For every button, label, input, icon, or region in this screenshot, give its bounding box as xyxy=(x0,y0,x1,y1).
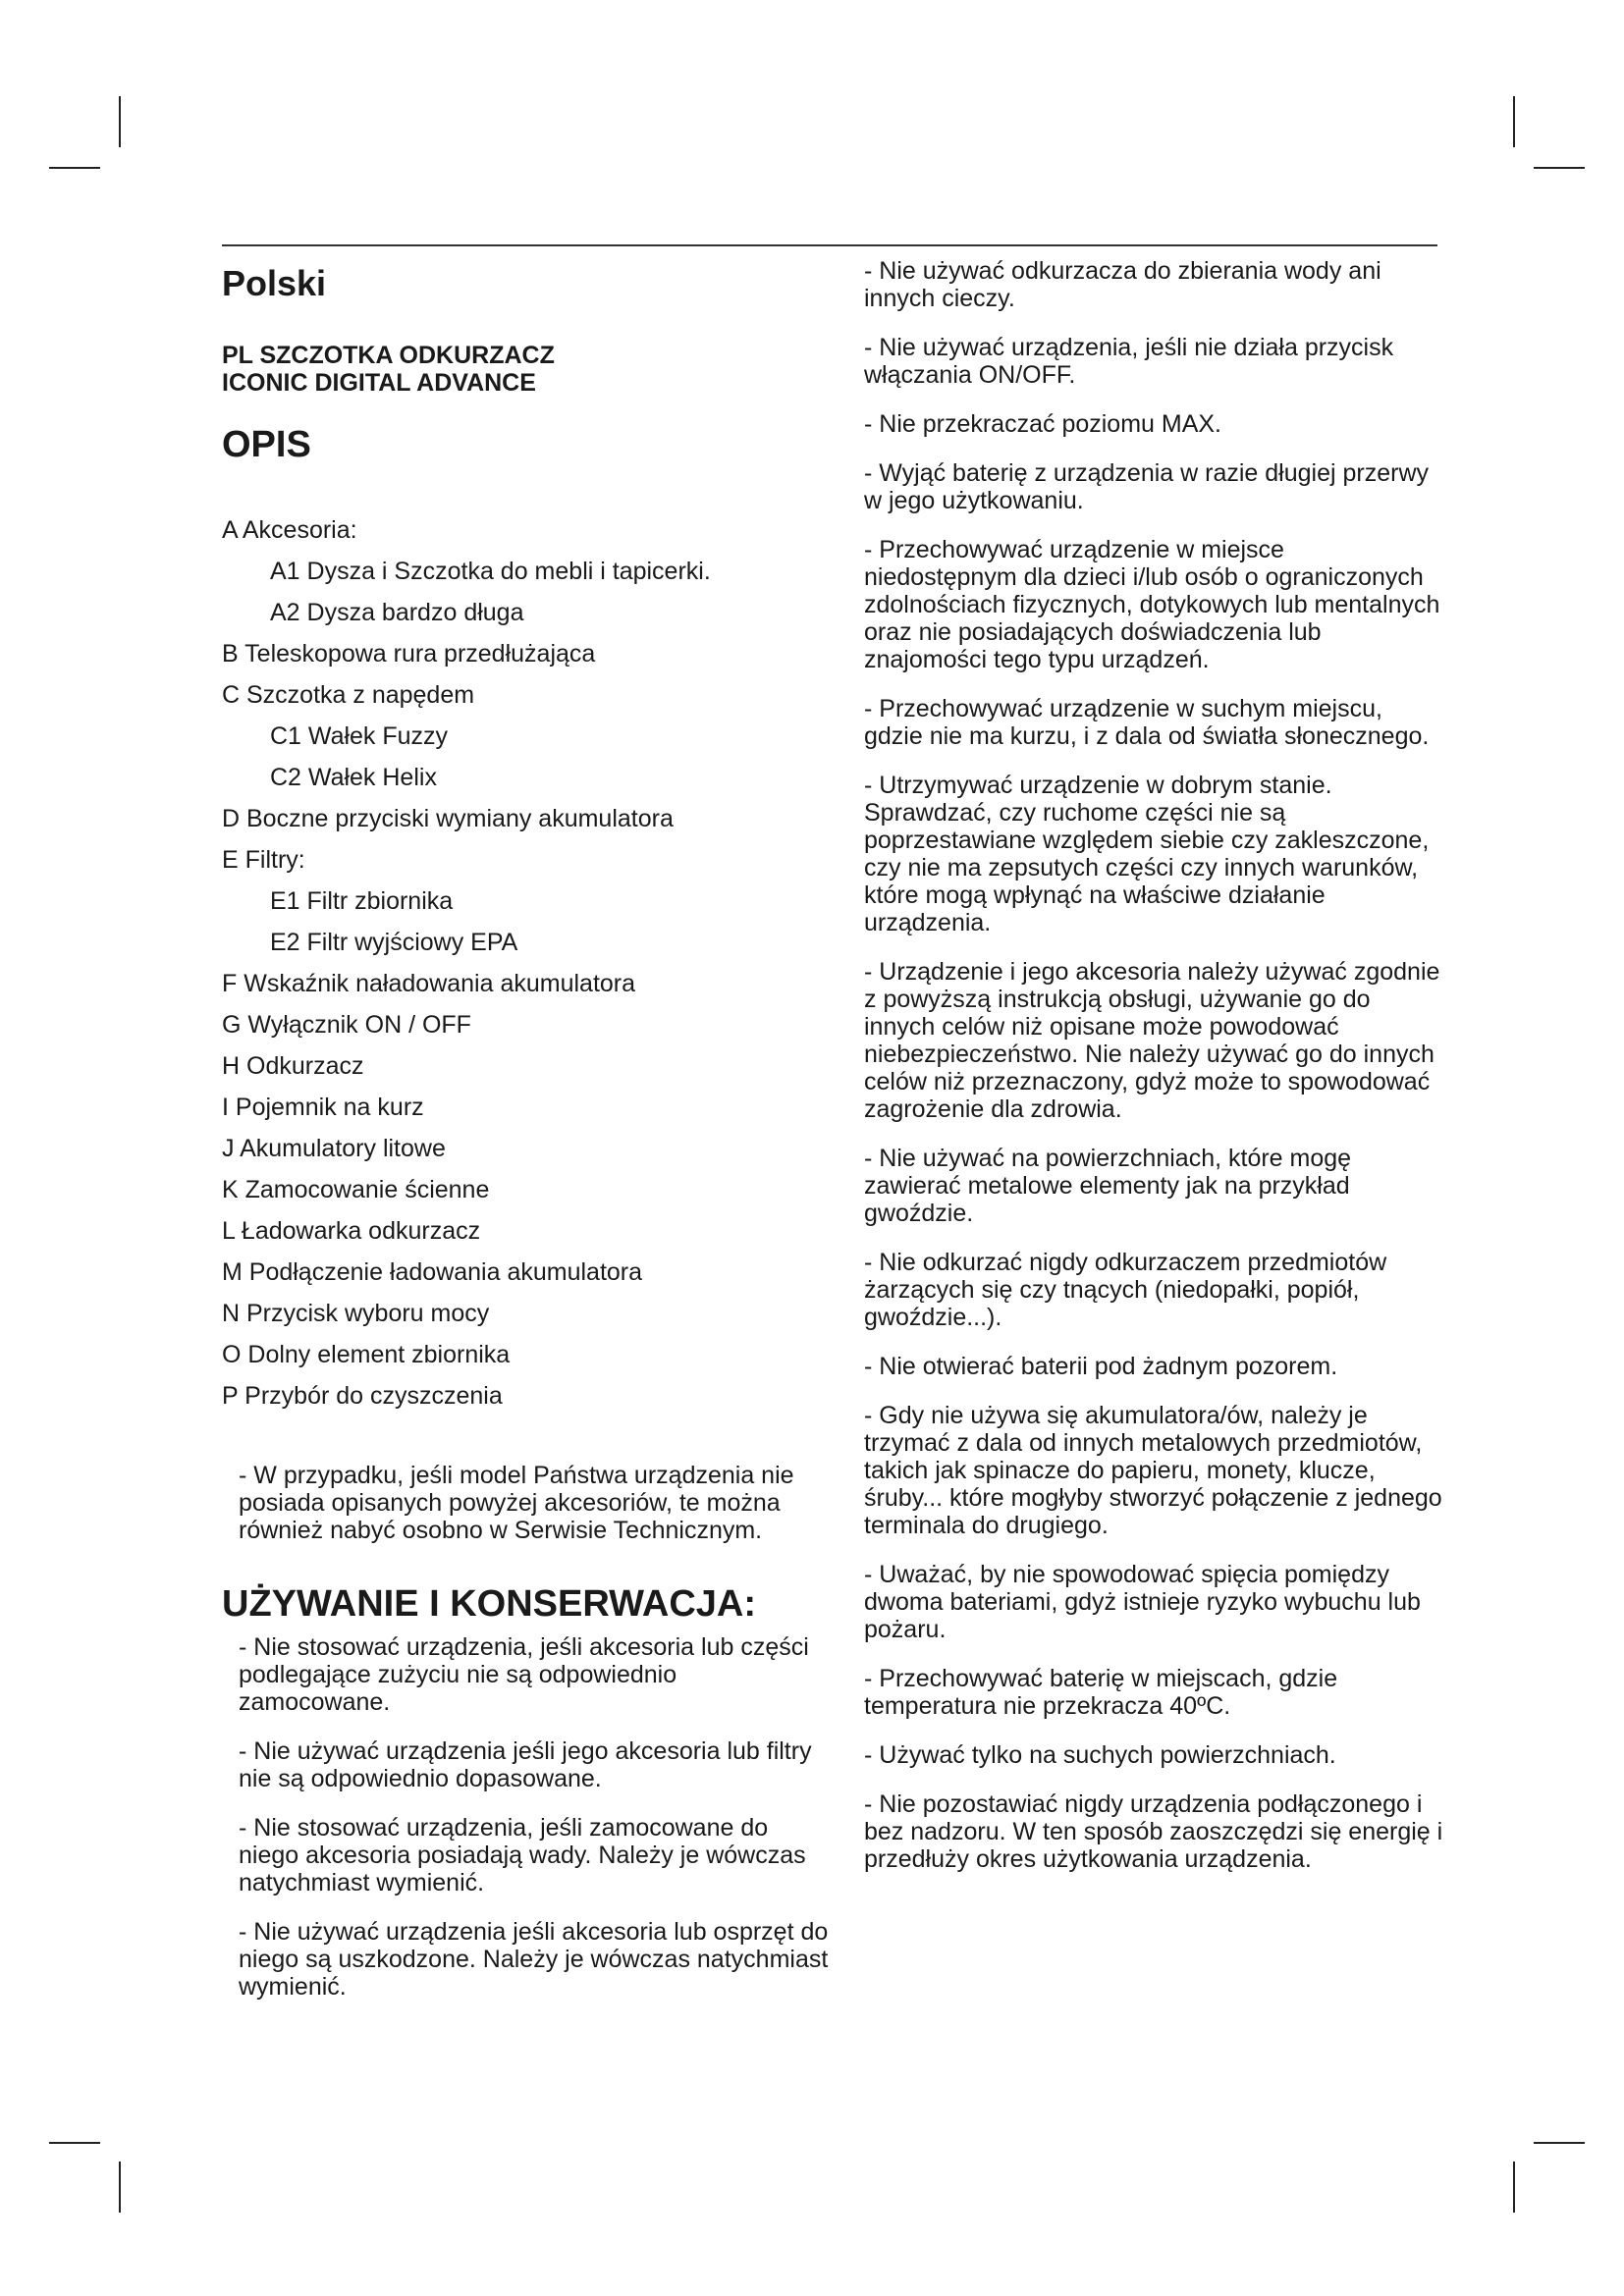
description-heading: OPIS xyxy=(222,424,311,465)
parts-list-item: I Pojemnik na kurz xyxy=(222,1094,424,1121)
product-title xyxy=(222,342,831,397)
parts-list xyxy=(222,509,831,1416)
parts-list-item: P Przybór do czyszczenia xyxy=(222,1382,503,1410)
parts-list-item: A Akcesoria: xyxy=(222,516,357,544)
crop-mark-bottom-left-horizontal xyxy=(49,2142,100,2144)
parts-list-subitem: E2 Filtr wyjściowy EPA xyxy=(270,929,518,956)
parts-list-item: M Podłączenie ładowania akumulatora xyxy=(222,1258,643,1286)
safety-rule: - Używać tylko na suchych powierzchniach. xyxy=(864,1741,1336,1769)
left-column xyxy=(222,257,831,2022)
parts-list-item: N Przycisk wyboru mocy xyxy=(222,1300,490,1327)
usage-paragraphs xyxy=(222,1633,831,2001)
parts-list-item: H Odkurzacz xyxy=(222,1052,364,1080)
usage-paragraph: - Nie stosować urządzenia, jeśli akcesoria lub części podlegające zużyciu nie są odpowiednio zamocowane. xyxy=(239,1633,809,1716)
safety-rule: - Nie przekraczać poziomu MAX. xyxy=(864,410,1222,438)
parts-list-item: D Boczne przyciski wymiany akumulatora xyxy=(222,805,674,832)
crop-mark-top-right-horizontal xyxy=(1534,167,1585,169)
product-title-line-2: ICONIC DIGITAL ADVANCE xyxy=(222,369,536,397)
usage-paragraph: - Nie stosować urządzenia, jeśli zamocowane do niego akcesoria posiadają wady. Należy je wówczas natychmiast wymienić. xyxy=(239,1814,806,1896)
right-column xyxy=(864,257,1443,1895)
parts-list-item: F Wskaźnik naładowania akumulatora xyxy=(222,970,636,997)
safety-rule: - Przechowywać urządzenie w miejsce niedostępnym dla dzieci i/lub osób o ograniczonych zdolnościach fizycznych, dotykowych lub mentalnych oraz nie posiadających doświadczenia lub znajomości tego typu urządzeń. xyxy=(864,536,1440,673)
parts-list-item: J Akumulatory litowe xyxy=(222,1135,446,1162)
language-heading: Polski xyxy=(222,263,327,303)
parts-list-subitem: C2 Wałek Helix xyxy=(270,764,437,791)
crop-mark-top-right-vertical xyxy=(1513,96,1515,147)
usage-paragraph: - Nie używać urządzenia jeśli akcesoria lub osprzęt do niego są uszkodzone. Należy je wówczas natychmiast wymienić. xyxy=(239,1918,829,2001)
safety-rule: - Wyjąć baterię z urządzenia w razie długiej przerwy w jego użytkowaniu. xyxy=(864,459,1429,514)
crop-mark-top-left-vertical xyxy=(119,96,121,147)
crop-mark-bottom-right-vertical xyxy=(1513,2162,1515,2213)
safety-rule: - Nie pozostawiać nigdy urządzenia podłączonego i bez nadzoru. W ten sposób zaoszczędzi się energię i przedłuży okres użytkowania urządzenia. xyxy=(864,1790,1443,1873)
product-title-line-1: PL SZCZOTKA ODKURZACZ xyxy=(222,342,555,369)
parts-list-item: E Filtry: xyxy=(222,846,305,874)
crop-mark-top-left-horizontal xyxy=(49,167,100,169)
safety-rule: - Utrzymywać urządzenie w dobrym stanie. Sprawdzać, czy ruchome części nie są poprzestawiane względem siebie czy zakleszczone, czy nie ma zepsutych części czy innych warunków, które mogą wpłynąć na właściwe działanie urządzenia. xyxy=(864,772,1430,936)
safety-rule: - Nie używać na powierzchniach, które mogę zawierać metalowe elementy jak na przykład gwoździe. xyxy=(864,1145,1352,1227)
parts-list-item: G Wyłącznik ON / OFF xyxy=(222,1011,471,1039)
top-rule xyxy=(222,244,1437,246)
parts-list-item: C Szczotka z napędem xyxy=(222,681,475,709)
usage-heading: UŻYWANIE I KONSERWACJA: xyxy=(222,1583,757,1625)
safety-rule: - Przechowywać baterię w miejscach, gdzie temperatura nie przekracza 40ºC. xyxy=(864,1665,1338,1720)
parts-list-subitem: C1 Wałek Fuzzy xyxy=(270,722,449,750)
safety-rule: - Gdy nie używa się akumulatora/ów, należy je trzymać z dala od innych metalowych przedmiotów, takich jak spinacze do papieru, monety, klucze, śruby... które mogłyby stworzyć połączenie z jednego terminala do drugiego. xyxy=(864,1402,1442,1539)
parts-list-item: O Dolny element zbiornika xyxy=(222,1341,511,1368)
safety-rule: - Przechowywać urządzenie w suchym miejscu, gdzie nie ma kurzu, i z dala od światła słonecznego. xyxy=(864,695,1430,750)
parts-list-subitem: A2 Dysza bardzo długa xyxy=(270,599,524,626)
safety-rule: - Nie używać odkurzacza do zbierania wody ani innych cieczy. xyxy=(864,257,1381,312)
parts-list-subitem: A1 Dysza i Szczotka do mebli i tapicerki. xyxy=(270,558,711,585)
parts-list-subitem: E1 Filtr zbiornika xyxy=(270,887,454,915)
safety-rule: - Nie używać urządzenia, jeśli nie działa przycisk włączania ON/OFF. xyxy=(864,334,1394,389)
safety-rule: - Nie otwierać baterii pod żadnym pozorem. xyxy=(864,1353,1338,1380)
parts-list-item: L Ładowarka odkurzacz xyxy=(222,1217,481,1245)
safety-rule: - Uważać, by nie spowodować spięcia pomiędzy dwoma bateriami, gdyż istnieje ryzyko wybuchu lub pożaru. xyxy=(864,1561,1421,1643)
safety-rule: - Nie odkurzać nigdy odkurzaczem przedmiotów żarzących się czy tnących (niedopałki, popiół, gwoździe...). xyxy=(864,1249,1387,1331)
safety-rules xyxy=(864,257,1443,1873)
parts-list-item: K Zamocowanie ścienne xyxy=(222,1176,490,1203)
crop-mark-bottom-right-horizontal xyxy=(1534,2142,1585,2144)
usage-paragraph: - Nie używać urządzenia jeśli jego akcesoria lub filtry nie są odpowiednio dopasowane. xyxy=(239,1737,812,1792)
safety-rule: - Urządzenie i jego akcesoria należy używać zgodnie z powyższą instrukcją obsługi, używanie go do innych celów niż opisane może powodować niebezpieczeństwo. Nie należy używać go do innych celów niż przeznaczony, gdyż może to spowodować zagrożenie dla zdrowia. xyxy=(864,958,1440,1123)
accessories-note: - W przypadku, jeśli model Państwa urządzenia nie posiada opisanych powyżej akcesoriów, te można również nabyć osobno w Serwisie Technicznym. xyxy=(239,1462,794,1544)
crop-mark-bottom-left-vertical xyxy=(119,2162,121,2213)
parts-list-item: B Teleskopowa rura przedłużająca xyxy=(222,640,596,667)
